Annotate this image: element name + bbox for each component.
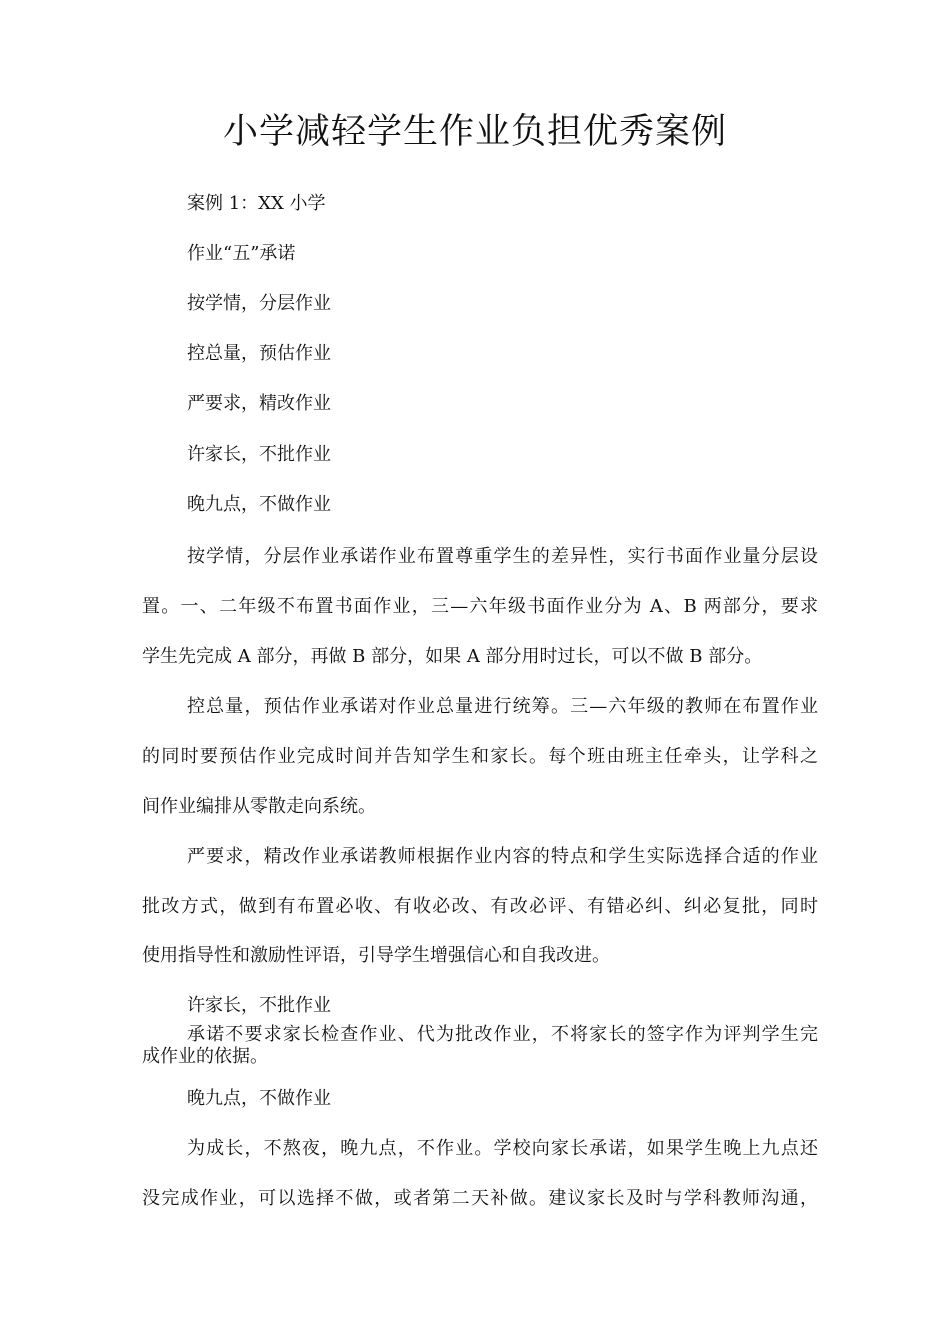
promise-heading: 作业“五”承诺 [187,243,296,264]
paragraph-line: 使用指导性和激励性评语，引导学生增强信心和自我改进。 [142,945,610,966]
paragraph-line: 批改方式，做到有布置必收、有收必改、有改必评、有错必纠、纠必复批，同时 [142,896,818,917]
paragraph-line: 学生先完成 A 部分，再做 B 部分，如果 A 部分用时过长，可以不做 B 部分。 [142,646,763,667]
document-title: 小学减轻学生作业负担优秀案例 [222,112,727,152]
paragraph-line: 控总量，预估作业承诺对作业总量进行统筹。三—六年级的教师在布置作业 [187,696,818,717]
paragraph-line: 承诺不要求家长检查作业、代为批改作业，不将家长的签字作为评判学生完 [187,1024,818,1045]
promise-item: 许家长，不批作业 [187,444,331,465]
paragraph-line: 按学情，分层作业承诺作业布置尊重学生的差异性，实行书面作业量分层设 [187,546,818,567]
paragraph-line: 间作业编排从零散走向系统。 [142,796,376,817]
paragraph-line: 为成长，不熬夜，晚九点，不作业。学校向家长承诺，如果学生晚上九点还 [187,1138,818,1159]
paragraph-line: 严要求，精改作业承诺教师根据作业内容的特点和学生实际选择合适的作业 [187,846,818,867]
promise-item: 按学情，分层作业 [187,293,331,314]
case-label: 案例 1：XX 小学 [187,193,326,214]
section-heading: 许家长，不批作业 [187,995,331,1016]
paragraph-line: 成作业的依据。 [142,1046,268,1067]
promise-item: 晚九点，不做作业 [187,494,331,515]
promise-item: 控总量，预估作业 [187,343,331,364]
paragraph-line: 置。一、二年级不布置书面作业，三—六年级书面作业分为 A、B 两部分，要求 [142,596,818,617]
section-heading: 晚九点，不做作业 [187,1088,331,1109]
promise-item: 严要求，精改作业 [187,393,331,414]
paragraph-line: 的同时要预估作业完成时间并告知学生和家长。每个班由班主任牵头，让学科之 [142,746,818,767]
paragraph-line: 没完成作业，可以选择不做，或者第二天补做。建议家长及时与学科教师沟通， [142,1188,818,1209]
